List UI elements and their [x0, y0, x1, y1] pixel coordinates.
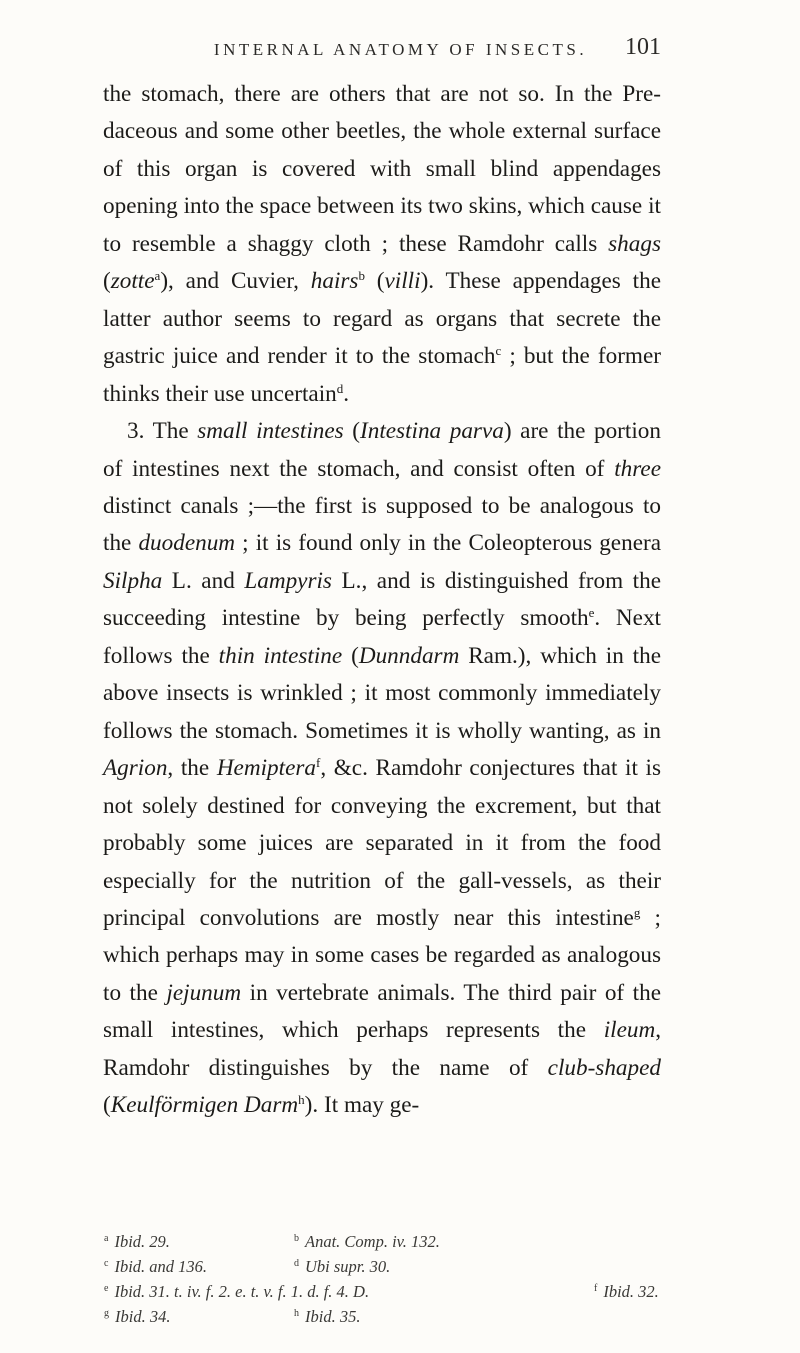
footnote-ref-a: a [154, 268, 161, 284]
term-silpha: Silpha [103, 567, 163, 594]
term-agrion: Agrion [103, 755, 168, 782]
term-lampyris: Lampyris [244, 567, 332, 594]
footnote-ref-e: e [588, 605, 595, 621]
footnote-ref-g: g [633, 904, 641, 920]
term-intestina-parva: Intestina parva [360, 418, 504, 445]
footnote-ref-f: f [315, 755, 321, 771]
footnote-c: $^c$ Ibid. and 136. [104, 1257, 208, 1276]
term-ileum: ileum [603, 1017, 656, 1044]
footnote-b: $^b$ Anat. Comp. iv. 132. [294, 1232, 440, 1251]
footnote-g: $^g$ Ibid. 34. [104, 1307, 171, 1326]
footnote-d: $^d$ Ubi supr. 30. [294, 1257, 391, 1276]
term-villi: villi [384, 268, 421, 295]
running-head [140, 34, 661, 68]
paragraph-small-intestines: 3. The small intestines (Intestina parva) are the portion of intestines next the stomach, and consist often of three distinct canals ;—the first is supposed to be analogous to the duodenum ; it is found only in the Coleopterous genera Silpha L. and Lampyris L., and is distinguished from the succeeding intestine by being perfectly smooth$^e$. Next follows the thin intestine (Dunndarm Ram.), which in the above insects is wrinkled ; it most commonly immediately follows the stomach. Sometimes it is wholly wanting, as in Agrion, the Hemiptera$^f$, &c. Ramdohr conjectures that it is not solely destined for conveying the excrement, but that probably some juices are separated in it from the food especially for the nutrition of the gall-vessels, as their principal convolutions are mostly near this intestine$^g$ ; which perhaps may in some cases be regarded as analogous to the jejunum in vertebrate animals. The third pair of the small intestines, which perhaps represents the ileum, Ramdohr distinguishes by the name of club-shaped (Keulförmigen Darm$^h$). It may ge- [103, 418, 662, 1119]
term-hairs: hairs [310, 268, 359, 295]
footnote-ref-b: b [358, 268, 365, 284]
footnote-ref-h: h [298, 1092, 305, 1108]
term-hemiptera: Hemiptera [216, 755, 316, 782]
footnote-a: $^a$ Ibid. 29. [104, 1232, 170, 1251]
term-three: three [614, 455, 661, 482]
term-small-intestines: small intestines [197, 418, 344, 445]
running-title: INTERNAL ANATOMY OF INSECTS. [213, 40, 588, 59]
term-zotte: zotte [110, 268, 155, 295]
term-thin-intestine: thin intestine [218, 642, 343, 669]
footnote-ref-c: c [495, 343, 502, 359]
term-keulformigen-darm: Keulförmigen Darm [110, 1092, 299, 1119]
footnote-h: $^h$ Ibid. 35. [294, 1307, 361, 1326]
term-shags: shags [608, 230, 661, 257]
term-jejunum: jejunum [166, 979, 242, 1006]
footnote-e: $^e$ Ibid. 31. t. iv. f. 2. e. t. v. f. 1. d. f. 4. D. [104, 1282, 370, 1301]
term-club-shaped: club-shaped [547, 1054, 661, 1081]
footnote-f: $^f$ Ibid. 32. [594, 1282, 659, 1301]
footnote-ref-d: d [336, 380, 344, 396]
term-duodenum: duodenum [138, 530, 236, 557]
term-dunndarm: Dunndarm [358, 642, 460, 669]
footnotes [104, 1231, 694, 1328]
page-number: 101 [625, 34, 661, 60]
body-text [103, 76, 661, 1125]
footnote-empty-1 [594, 1231, 694, 1253]
paragraph-stomach-continued: the stomach, there are others that are not so. In the Pre-daceous and some other beetles, the whole external surface of this organ is covered with small blind appendages opening into the space between its two skins, which cause it to resemble a shaggy cloth ; these Ramdohr calls shags (zotte$^a$), and Cuvier, hairs$^b$ (villi). These appendages the latter author seems to regard as organs that secrete the gastric juice and render it to the stomach$^c$ ; but the former thinks their use uncertain$^d$. [103, 81, 661, 407]
footnote-empty-2 [594, 1256, 694, 1278]
footnote-empty-3 [594, 1306, 694, 1328]
